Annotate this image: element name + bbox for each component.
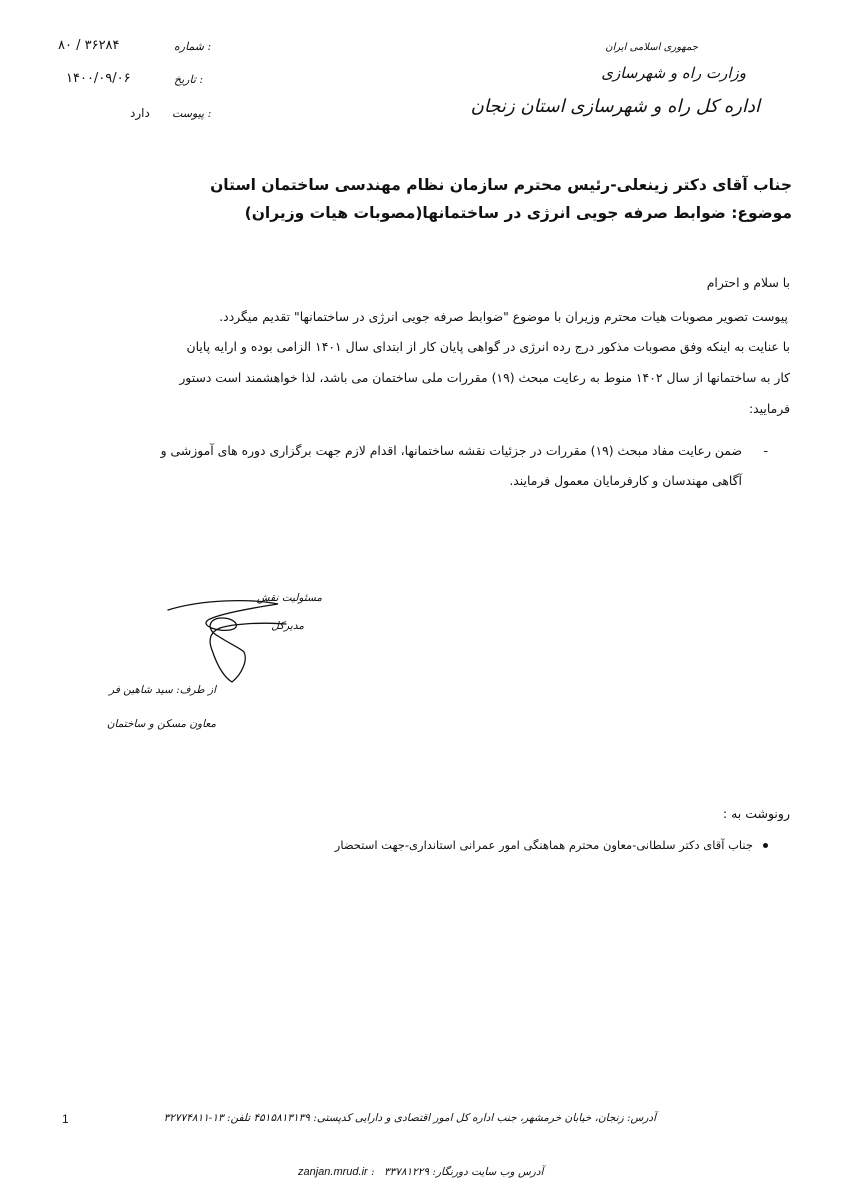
letter-date-value: ۱۴۰۰/۰۹/۰۶ [66, 71, 131, 86]
bullet-line-2: آگاهی مهندسان و کارفرمایان معمول فرمایند. [509, 473, 742, 488]
body-line-1: پیوست تصویر مصوبات هیات محترم وزیران با موضوع "ضوابط صرفه جویی انرژی در ساختمانها" تقدیم میگردد. [219, 309, 788, 324]
signature-note-line1: مسئولیت نقش [256, 592, 322, 604]
letter-attachment-row [130, 106, 212, 120]
footer-address: آدرس: زنجان، خیابان خرمشهر، جنب اداره کل امور اقتصادی و دارایی کدپستی: ۴۵۱۵۸۱۳۱۳۹ تلفن: ۱۳-۳۲۷۷۴۸۱۱ [163, 1112, 656, 1124]
body-line-2: با عنایت به اینکه وفق مصوبات مذکور درج رده انرژی در گواهی پایان کار از ابتدای سال ۱۴۰۱ الزامی بوده و ارایه پایان [186, 339, 790, 354]
addressee-line: جناب آقای دکتر زینعلی-رئیس محترم سازمان نظام مهندسی ساختمان استان [210, 176, 792, 194]
body-line-4: فرمایید: [748, 401, 790, 416]
footer-web-row [298, 1166, 543, 1178]
body-line-3: کار به ساختمانها از سال ۱۴۰۲ منوط به رعایت مبحث (۱۹) مقررات ملی ساختمان می باشد، لذا خواهشمند است دستور [179, 370, 790, 385]
letter-attachment-value: دارد [130, 106, 150, 120]
bullet-dot-icon [763, 843, 768, 848]
signature-by-line: از طرف: سید شاهین فر [109, 684, 216, 696]
greeting: با سلام و احترام [706, 275, 790, 290]
letter-number-value: ۸۰ / ۳۶۲۸۴ [58, 38, 120, 53]
footer-fax: دورنگار: ۳۳۷۸۱۲۲۹ [383, 1166, 468, 1178]
letter-date-label: تاریخ : [174, 73, 204, 86]
cc-item-text: جناب آقای دکتر سلطانی-معاون محترم هماهنگی امور عمرانی استانداری-جهت استحضار [334, 838, 753, 852]
cc-item [335, 838, 768, 852]
letter-number-row [58, 38, 212, 53]
footer-website-url[interactable]: zanjan.mrud.ir [298, 1166, 368, 1178]
org-line-directorate: اداره کل راه و شهرسازی استان زنجان [470, 96, 760, 117]
letter-date-row [66, 71, 204, 86]
signature-title-line: معاون مسکن و ساختمان [106, 718, 216, 730]
page-number: 1 [62, 1112, 69, 1126]
bullet-line-1: ضمن رعایت مفاد مبحث (۱۹) مقررات در جزئیات نقشه ساختمانها، اقدام لازم جهت برگزاری دوره های آموزشی و [160, 443, 742, 458]
org-line-ministry: وزارت راه و شهرسازی [601, 64, 746, 82]
bullet-dash: - [763, 443, 768, 458]
letter-attachment-label: پیوست : [172, 107, 212, 120]
subject-line: موضوع: ضوابط صرفه جویی انرژی در ساختمانها(مصوبات هیات وزیران) [244, 204, 792, 222]
signature-note-line2: مدیرکل [271, 620, 304, 632]
letter-number-label: شماره : [174, 40, 212, 53]
cc-title: رونوشت به : [722, 806, 790, 821]
footer-website-label: : آدرس وب سایت [371, 1166, 544, 1178]
org-line-republic: جمهوری اسلامی ایران [605, 42, 698, 53]
signature-scribble [160, 596, 290, 688]
